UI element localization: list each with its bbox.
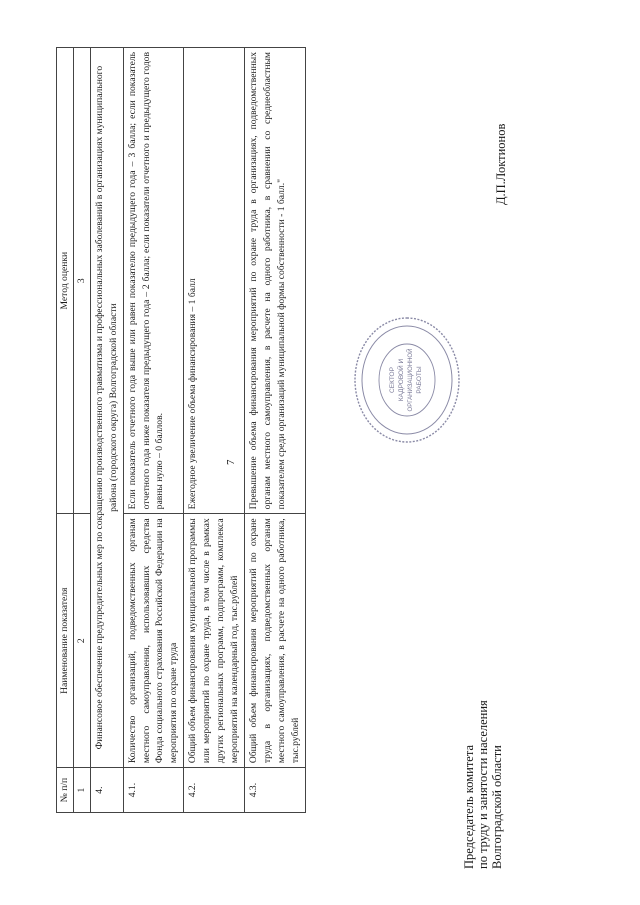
- table-row: [123, 48, 184, 813]
- header-method: Метод оценки: [57, 48, 74, 514]
- col-number-3: 3: [73, 48, 90, 514]
- row-number: 4.3.: [244, 768, 305, 813]
- section-row: [90, 48, 123, 813]
- method-cell: Превышение объема финансирования мероприятий по охране труда в организациях, подведомственных органам местного самоуправления, в расчете на одного работника, в сравнении со среднеобластным показателем среди организаций муниципальной формы собственности - 1 балл.": [244, 48, 305, 514]
- col-number-2: 2: [73, 514, 90, 768]
- stamp-icon: [352, 315, 462, 445]
- header-indicator: Наименование показателя: [57, 514, 74, 768]
- row-number: 4.1.: [123, 768, 184, 813]
- signature-line-2: по труду и занятости населения: [476, 700, 490, 869]
- signature-title: [462, 700, 504, 869]
- indicator-cell: Общий объем финансирования муниципальной программы или мероприятий по охране труда, в том числе в рамках других региональных программ, подпрограмм, комплекса мероприятий на календарный год, тыс.рублей: [184, 514, 245, 768]
- stamp-line-1: СЕКТОР: [389, 367, 396, 393]
- header-row: [57, 48, 74, 813]
- col-number-1: 1: [73, 768, 90, 813]
- header-number: № п/п: [57, 768, 74, 813]
- section-title: Финансовое обеспечение предупредительных мер по сокращению производственного травматизма и профессиональных заболеваний в организациях муниципального района (городского округа) Волгоградской области: [90, 48, 123, 768]
- stamp-line-3: ОРГАНИЗАЦИОННОЙ: [408, 348, 414, 412]
- signature-name: Д.П.Локтионов: [494, 123, 508, 205]
- method-cell: Если показатель отчетного года выше или равен показателю предыдущего года – 3 балла; если показатель отчетного года ниже показателя предыдущего года – 2 балла; если показатели отчетного и предыдущего годов равны нулю – 0 баллов.: [123, 48, 184, 514]
- row-number: 4.2.: [184, 768, 245, 813]
- page-number: 7: [225, 459, 237, 465]
- table-row: [184, 48, 245, 813]
- column-number-row: [73, 48, 90, 813]
- section-number: 4.: [90, 768, 123, 813]
- signature-line-3: Волгоградской области: [490, 745, 504, 869]
- assessment-table: [56, 47, 306, 813]
- method-cell: Ежегодное увеличение объема финансирования – 1 балл: [184, 48, 245, 514]
- indicator-cell: Общий объем финансирования мероприятий по охране труда в организациях, подведомственных органам местного самоуправления, в расчете на одного работника, тыс.рублей: [244, 514, 305, 768]
- stamp-line-4: РАБОТЫ: [416, 366, 423, 394]
- indicator-cell: Количество организаций, подведомственных органам местного самоуправления, использовавших средства Фонда социального страхования Российской Федерации на мероприятия по охране труда: [123, 514, 184, 768]
- official-stamp: [352, 315, 462, 445]
- signature-line-1: Председатель комитета: [462, 745, 476, 869]
- table-row: [244, 48, 305, 813]
- stamp-line-2: КАДРОВОЙ И: [398, 358, 405, 402]
